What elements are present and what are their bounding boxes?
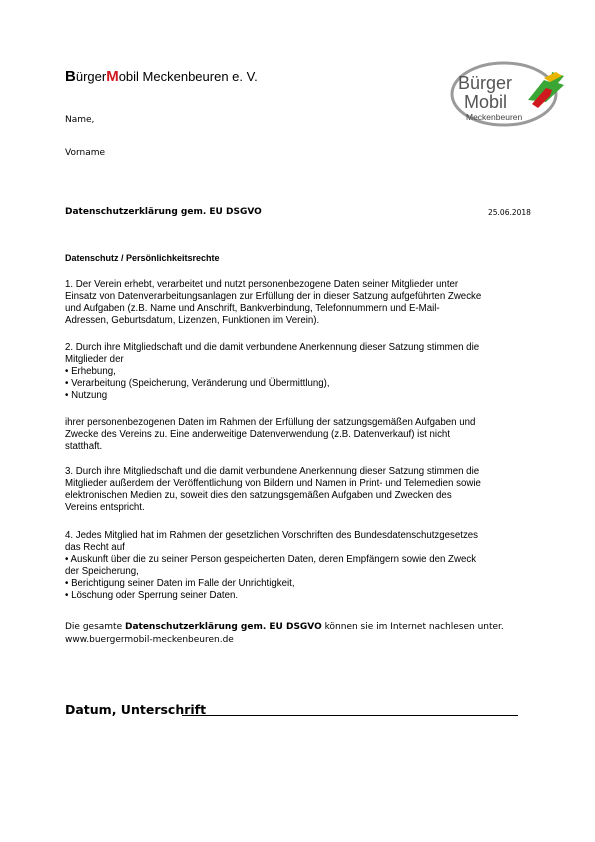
name-field-label: Name, — [65, 115, 95, 125]
footer-bold: Datenschutzerklärung gem. EU DSGVO — [124, 622, 322, 632]
footer-note — [65, 621, 545, 647]
paragraph-3 — [65, 466, 540, 514]
title-letter-m: M — [106, 68, 119, 85]
paragraph-2-line: Mitglieder der — [65, 354, 124, 365]
section-title: Datenschutz / Persönlichkeitsrechte — [65, 253, 220, 263]
paragraph-1-line: Einsatz von Datenverarbeitungsanlagen zur Erfüllung der in dieser Satzung aufgeführten Zwecke — [65, 291, 482, 302]
paragraph-2b-line: statthaft. — [65, 441, 103, 452]
paragraph-2b-line: ihrer personenbezogenen Daten im Rahmen der Erfüllung der satzungsgemäßen Aufgaben und — [65, 417, 476, 428]
paragraph-2 — [65, 342, 540, 402]
declaration-date: 25.06.2018 — [488, 208, 531, 217]
paragraph-1-line: und Aufgaben (z.B. Name und Anschrift, Bankverbindung, Telefonnummern und E-Mail- — [65, 303, 440, 314]
title-part-urger: ürger — [75, 69, 107, 84]
paragraph-1-line: 1. Der Verein erhebt, verarbeitet und nutzt personenbezogene Daten seiner Mitglieder unter — [65, 279, 459, 290]
paragraph-4-line: das Recht auf — [65, 542, 125, 553]
title-letter-b: B — [65, 68, 76, 85]
logo-text-buerger: Bürger — [458, 73, 513, 93]
signature-line[interactable] — [182, 715, 518, 716]
footer-suffix: können sie im Internet nachlesen unter. — [321, 622, 504, 632]
paragraph-3-line: Mitglieder außerdem der Veröffentlichung von Bildern und Namen in Print- und Telemedien sowie — [65, 478, 481, 489]
paragraph-2-line: 2. Durch ihre Mitgliedschaft und die damit verbundene Anerkennung dieser Satzung stimmen die — [65, 342, 480, 353]
list-item: der Speicherung, — [65, 566, 139, 577]
paragraph-2b-line: Zwecke des Vereins zu. Eine anderweitige Datenverwendung (z.B. Datenverkauf) ist nicht — [65, 429, 451, 440]
logo-graphic — [446, 58, 576, 130]
paragraph-3-line: Vereins entspricht. — [65, 502, 145, 513]
logo-text-mobil: Mobil — [464, 92, 508, 112]
list-item: • Auskunft über die zu seiner Person gespeicherten Daten, deren Empfängern sowie den Zweck — [65, 554, 477, 565]
list-item: • Nutzung — [65, 390, 108, 401]
paragraph-3-line: 3. Durch ihre Mitgliedschaft und die damit verbundene Anerkennung dieser Satzung stimmen die — [65, 466, 480, 477]
list-item: • Löschung oder Sperrung seiner Daten. — [65, 590, 239, 601]
logo-text-meckenbeuren: Meckenbeuren — [466, 112, 523, 122]
paragraph-3-line: elektronischen Medien zu, soweit dies den satzungsgemäßen Aufgaben und Zwecken des — [65, 490, 452, 501]
signature-label: Datum, Unterschrift — [65, 702, 207, 717]
footer-prefix: Die gesamte — [65, 622, 125, 632]
list-item: • Berichtigung seiner Daten im Falle der Unrichtigkeit, — [65, 578, 295, 589]
website-url: www.buergermobil-meckenbeuren.de — [65, 635, 234, 645]
buergermobil-logo — [446, 58, 576, 130]
title-part-obil: obil Meckenbeuren e. V. — [118, 69, 258, 84]
list-item: • Erhebung, — [65, 366, 116, 377]
list-item: • Verarbeitung (Speicherung, Veränderung und Übermittlung), — [65, 378, 330, 389]
declaration-title: Datenschutzerklärung gem. EU DSGVO — [65, 207, 262, 217]
vorname-field-label: Vorname — [65, 148, 106, 158]
paragraph-4 — [65, 530, 540, 602]
paragraph-1 — [65, 279, 540, 327]
paragraph-2b — [65, 417, 540, 453]
paragraph-1-line: Adressen, Geburtsdatum, Lizenzen, Funktionen im Verein). — [65, 315, 320, 326]
organization-title — [65, 68, 258, 85]
paragraph-4-line: 4. Jedes Mitglied hat im Rahmen der gesetzlichen Vorschriften des Bundesdatenschutzgesetzes — [65, 530, 479, 541]
